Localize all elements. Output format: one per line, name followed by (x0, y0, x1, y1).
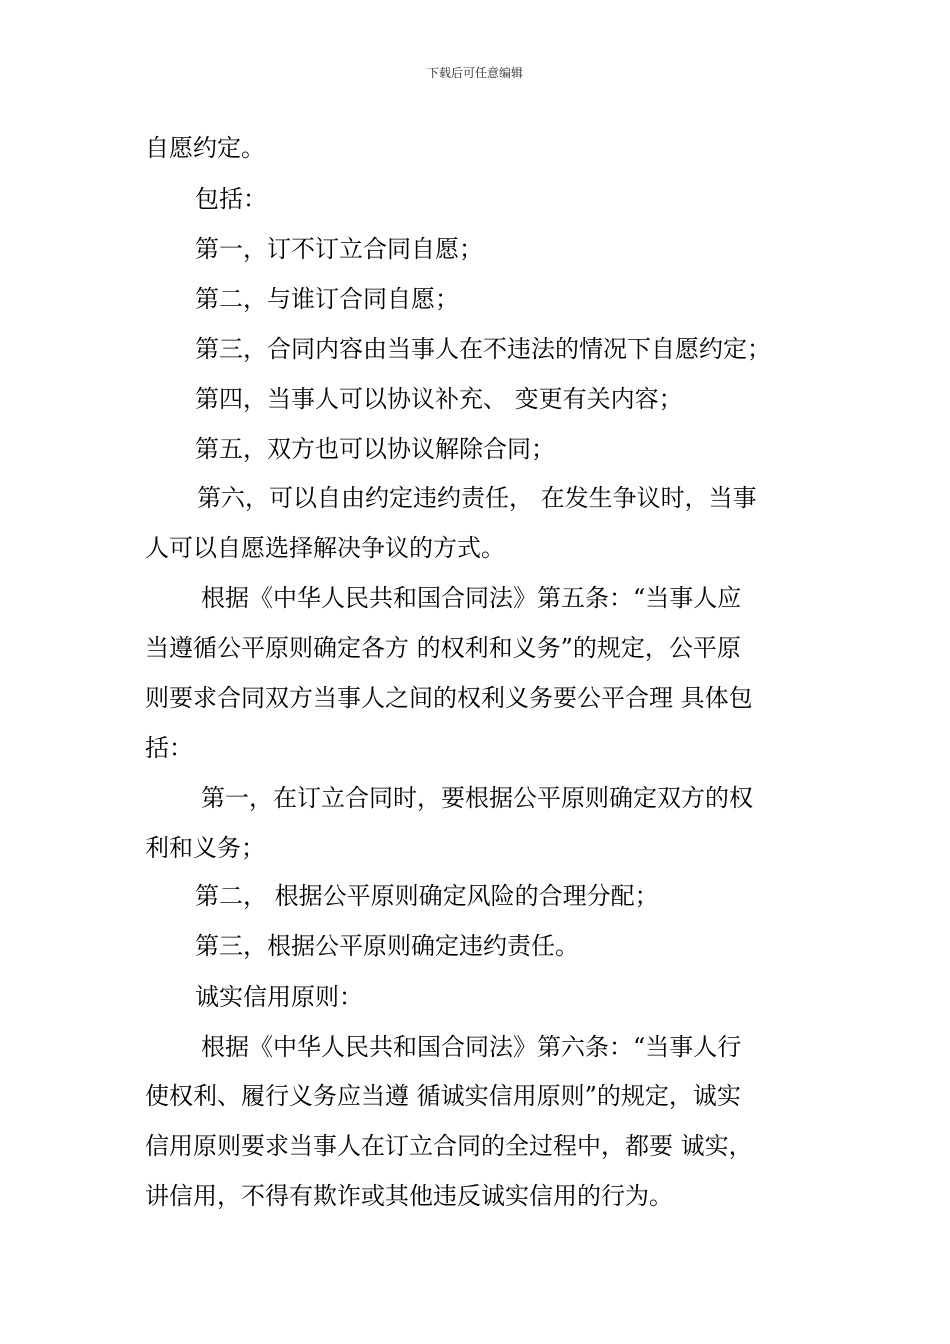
text-line: 讲信用，不得有欺诈或其他违反诚实信用的行为。 (145, 1182, 673, 1210)
text-line: 自愿约定。 (145, 134, 265, 162)
text-line: 包括： (195, 185, 267, 213)
text-line: 括： (145, 734, 193, 762)
text-line: 利和义务； (145, 834, 265, 862)
text-line: 信用原则要求当事人在订立合同的全过程中，都要 诚实， (145, 1132, 753, 1160)
text-line: 诚实信用原则： (195, 983, 363, 1011)
text-line: 当遵循公平原则确定各方 的权利和义务”的规定，公平原 (145, 634, 741, 662)
text-line: 第一，订不订立合同自愿； (195, 235, 483, 263)
text-line: 第四，当事人可以协议补充、 变更有关内容； (195, 385, 683, 413)
text-line: 根据《中华人民共和国合同法》第六条：“当事人行 (201, 1033, 742, 1061)
text-line: 第五，双方也可以协议解除合同； (195, 435, 555, 463)
text-line: 第一，在订立合同时，要根据公平原则确定双方的权 (201, 784, 753, 812)
text-line: 则要求合同双方当事人之间的权利义务要公平合理 具体包 (145, 684, 753, 712)
text-line: 第三，根据公平原则确定违约责任。 (195, 932, 579, 960)
text-line: 第六，可以自由约定违约责任， 在发生争议时，当事 (197, 484, 757, 512)
text-line: 使权利、履行义务应当遵 循诚实信用原则”的规定，诚实 (145, 1082, 741, 1110)
text-line: 根据《中华人民共和国合同法》第五条：“当事人应 (201, 584, 742, 612)
text-line: 人可以自愿选择解决争议的方式。 (145, 534, 505, 562)
text-line: 第三，合同内容由当事人在不违法的情况下自愿约定； (195, 335, 771, 363)
text-line: 第二，与谁订合同自愿； (195, 285, 459, 313)
page-header: 下载后可任意编辑 (426, 66, 523, 80)
text-line: 第二， 根据公平原则确定风险的合理分配； (195, 882, 659, 910)
